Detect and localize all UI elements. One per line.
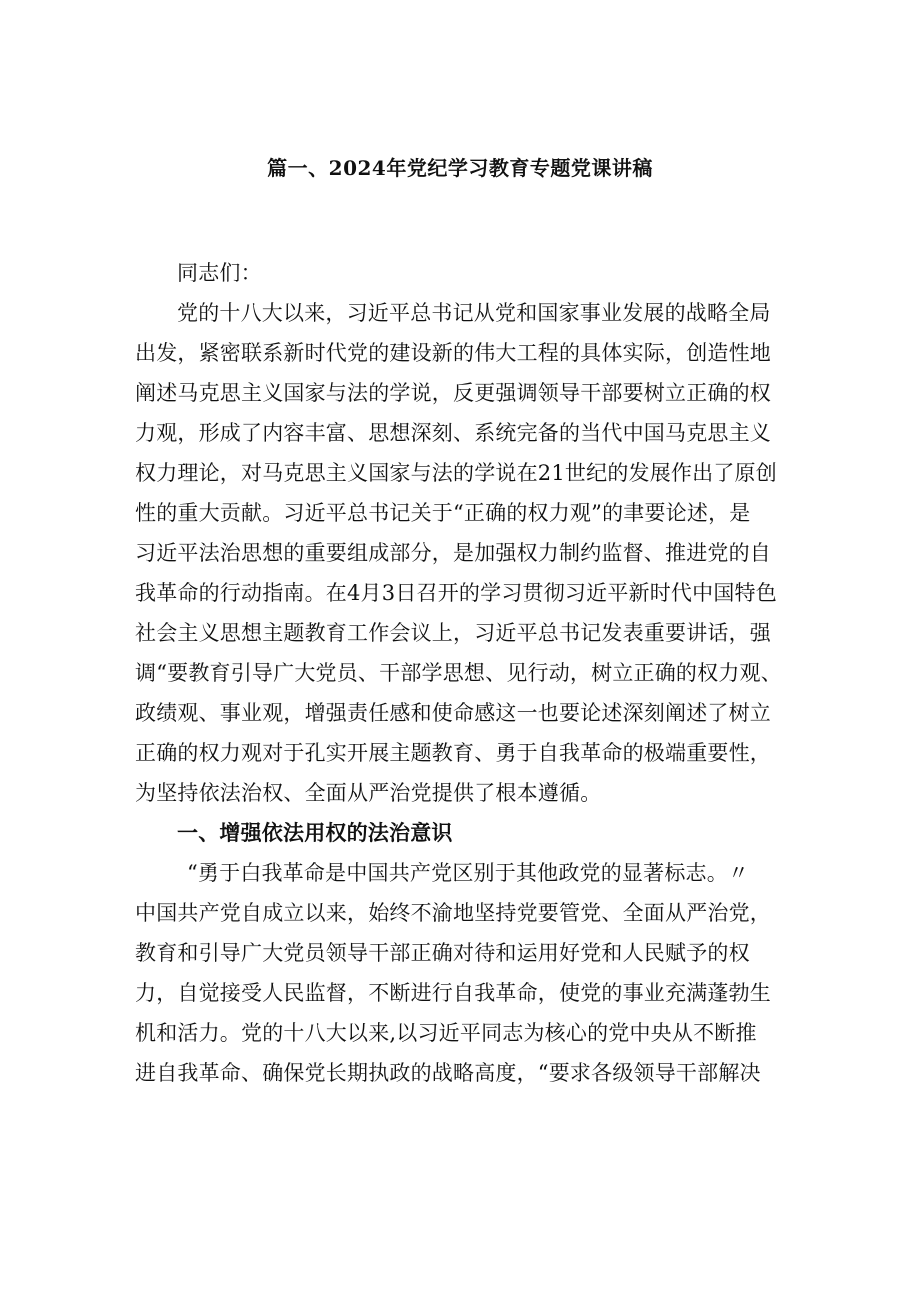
paragraph-1-line: 出发，紧密联系新时代党的建设新的伟大工程的具体实际，创造性地: [135, 341, 771, 365]
paragraph-1-line: 为坚持依法治权、全面从严治党提供了根本遵循。: [135, 781, 602, 805]
paragraph-2-line: 力，自觉接受人民监督，不断进行自我革命，使党的事业充满蓬勃生: [135, 981, 771, 1005]
paragraph-1-line: 正确的权力观对于孔实开展主题教育、勇于自我革命的极端重要性，: [135, 741, 771, 765]
paragraph-1-line: 调“要教育引导广大党员、干部学思想、见行动，树立正确的权力观、: [135, 661, 782, 685]
paragraph-1-line: 力观，形成了内容丰富、思想深刻、系统完备的当代中国马克思主义: [135, 421, 771, 445]
paragraph-1-line: 社会主义思想主题教育工作会议上，习近平总书记发表重要讲话，强: [135, 621, 771, 645]
paragraph-1-line: 政绩观、事业观，增强责任感和使命感这一也要论述深刻阐述了树立: [135, 701, 771, 725]
paragraph-1-line: 性的重大贡献。习近平总书记关于“正确的权力观”的聿要论述，是: [135, 501, 751, 525]
paragraph-1-line: 权力理论，对马克思主义国家与法的学说在21世纪的发展作出了原创: [135, 461, 777, 485]
paragraph-2-line: 进自我革命、确保党长期执政的战略高度，“要求各级领导干部解决: [135, 1061, 761, 1085]
paragraph-2-line: 教育和引导广大党员领导干部正确对待和运用好党和人民赋予的权: [135, 941, 750, 965]
paragraph-1-line: 党的十八大以来，习近平总书记从党和国家事业发展的战略全局: [177, 301, 771, 325]
paragraph-2-line: “勇于白我革命是中国共产党区别于其他政党的显著标志。〃: [187, 861, 750, 885]
paragraph-1-line: 我革命的行动指南。在4月3日召开的学习贯彻习近平新时代中国特色: [135, 581, 777, 605]
greeting: 同志们：: [177, 261, 262, 285]
document-title: 篇一、2024年党纪学习教育专题党课讲稿: [267, 156, 653, 180]
paragraph-2-line: 机和活力。党的十八大以来,以习近平同志为核心的党中央从不断推: [135, 1021, 757, 1045]
paragraph-1-line: 习近平法治思想的重要组成部分，是加强权力制约监督、推进党的自: [135, 541, 771, 565]
paragraph-1-line: 阐述马克思主义国家与法的学说，反更强调领导干部要树立正确的权: [135, 381, 771, 405]
section-heading: 一、增强依法用权的法治意识: [177, 820, 453, 845]
paragraph-2-line: 中国共产党自成立以来，始终不渝地坚持党要管党、全面从严治党，: [135, 901, 771, 925]
